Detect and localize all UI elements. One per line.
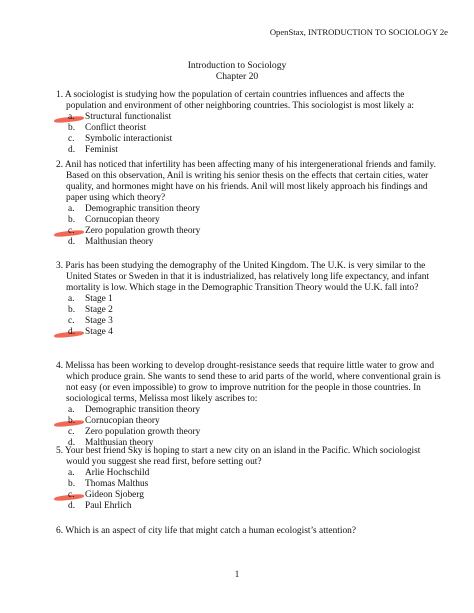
answer-options bbox=[56, 204, 442, 248]
option-text: Gideon Sjoberg bbox=[85, 490, 144, 500]
answer-option bbox=[56, 123, 442, 134]
question-text bbox=[56, 526, 442, 537]
question-stem: Which is an aspect of city life that might catch a human ecologist’s attention? bbox=[65, 526, 357, 536]
answer-option bbox=[56, 490, 442, 501]
option-letter: a. bbox=[68, 204, 75, 214]
option-text: Feminist bbox=[85, 145, 118, 155]
question-number: 3. bbox=[56, 261, 66, 271]
answer-option bbox=[56, 305, 442, 316]
option-letter: b. bbox=[68, 479, 76, 489]
document-title: Introduction to Sociology bbox=[187, 60, 287, 71]
answer-options bbox=[56, 405, 442, 449]
option-letter: b. bbox=[68, 215, 76, 225]
option-letter: a. bbox=[68, 112, 75, 122]
question-1 bbox=[56, 90, 442, 156]
option-letter: a. bbox=[68, 405, 75, 415]
question-number: 5. bbox=[56, 446, 66, 456]
answer-option bbox=[56, 112, 442, 123]
option-letter: b. bbox=[68, 305, 76, 315]
option-text: Structural functionalist bbox=[85, 112, 172, 122]
answer-option bbox=[56, 237, 442, 248]
answer-option bbox=[56, 294, 442, 305]
option-letter: d. bbox=[68, 145, 76, 155]
option-text: Stage 4 bbox=[85, 327, 113, 337]
answer-option bbox=[56, 479, 442, 490]
question-number: 6. bbox=[56, 526, 66, 536]
answer-option bbox=[56, 427, 442, 438]
option-text: Zero population growth theory bbox=[85, 427, 201, 437]
answer-option bbox=[56, 145, 442, 156]
answer-option bbox=[56, 134, 442, 145]
option-letter: c. bbox=[68, 316, 75, 326]
answer-option bbox=[56, 405, 442, 416]
option-text: Thomas Malthus bbox=[85, 479, 149, 489]
option-letter: b. bbox=[68, 123, 76, 133]
question-number: 2. bbox=[56, 160, 65, 170]
question-stem: Anil has noticed that infertility has been affecting many of his intergenerational friends and family. Based on this observation, Anil is writing his senior thesis on the effects that certain cities, water quality, and hormones might have on his friends. Anil will most likely approach his findings and paper using which theory? bbox=[64, 160, 436, 203]
option-text: Conflict theorist bbox=[85, 123, 147, 133]
question-3 bbox=[56, 261, 442, 338]
option-text: Stage 2 bbox=[85, 305, 113, 315]
answer-option bbox=[56, 226, 442, 237]
option-text: Demographic transition theory bbox=[85, 204, 201, 214]
answer-options bbox=[56, 112, 442, 156]
option-text: Stage 3 bbox=[85, 316, 113, 326]
question-stem: Your best friend Sky is hoping to start a new city on an island in the Pacific. Which sociologist would you suggest she read first, before setting out? bbox=[65, 446, 421, 467]
answer-options bbox=[56, 468, 442, 512]
answer-option bbox=[56, 416, 442, 427]
option-letter: c. bbox=[68, 490, 75, 500]
answer-option bbox=[56, 501, 442, 512]
option-letter: d. bbox=[68, 237, 76, 247]
chapter-label: Chapter 20 bbox=[215, 71, 259, 82]
option-text: Malthusian theory bbox=[85, 438, 154, 448]
question-stem: A sociologist is studying how the population of certain countries influences and affects the population and environment of other neighboring countries. This sociologist is most likely a: bbox=[64, 90, 414, 111]
option-text: Demographic transition theory bbox=[85, 405, 201, 415]
page-number: 1 bbox=[234, 569, 240, 579]
question-6 bbox=[56, 526, 442, 537]
answer-options bbox=[56, 294, 442, 338]
question-number: 4. bbox=[56, 361, 66, 371]
option-text: Cornucopian theory bbox=[85, 416, 160, 426]
question-text bbox=[56, 261, 442, 294]
question-text bbox=[56, 160, 442, 204]
question-stem: Melissa has been working to develop drought-resistance seeds that require little water to grow and which produce grain. She wants to send these to arid parts of the world, where conventional grain is not easy (or even impossible) to grow to improve nutrition for the people in those countries. In sociological terms, Melissa most likely ascribes to: bbox=[65, 361, 441, 404]
option-letter: a. bbox=[68, 468, 75, 478]
option-text: Paul Ehrlich bbox=[85, 501, 132, 511]
question-5 bbox=[56, 446, 442, 512]
running-header: OpenStax, INTRODUCTION TO SOCIOLOGY 2e bbox=[269, 27, 448, 37]
option-text: Symbolic interactionist bbox=[85, 134, 173, 144]
option-text: Stage 1 bbox=[85, 294, 113, 304]
option-text: Cornucopian theory bbox=[85, 215, 160, 225]
answer-option bbox=[56, 468, 442, 479]
question-number: 1. bbox=[56, 90, 65, 100]
option-letter: b. bbox=[68, 416, 76, 426]
question-4 bbox=[56, 361, 442, 449]
option-letter: d. bbox=[68, 438, 76, 448]
option-letter: d. bbox=[68, 501, 76, 511]
option-letter: c. bbox=[68, 427, 75, 437]
answer-option bbox=[56, 204, 442, 215]
option-letter: d. bbox=[68, 327, 76, 337]
question-2 bbox=[56, 160, 442, 248]
question-text bbox=[56, 446, 442, 468]
option-letter: c. bbox=[68, 226, 75, 236]
question-text bbox=[56, 361, 442, 405]
question-stem: Paris has been studying the demography of the United Kingdom. The U.K. is very similar to the United States or Sweden in that it is industrialized, has relatively long life expectancy, and infant mortality is low. Which stage in the Demographic Transition Theory would the U.K. fall into? bbox=[65, 261, 430, 293]
option-text: Arlie Hochschild bbox=[85, 468, 150, 478]
question-text bbox=[56, 90, 442, 112]
answer-option bbox=[56, 215, 442, 226]
answer-option bbox=[56, 316, 442, 327]
option-letter: a. bbox=[68, 294, 75, 304]
option-text: Malthusian theory bbox=[85, 237, 154, 247]
option-text: Zero population growth theory bbox=[85, 226, 201, 236]
option-letter: c. bbox=[68, 134, 75, 144]
answer-option bbox=[56, 327, 442, 338]
